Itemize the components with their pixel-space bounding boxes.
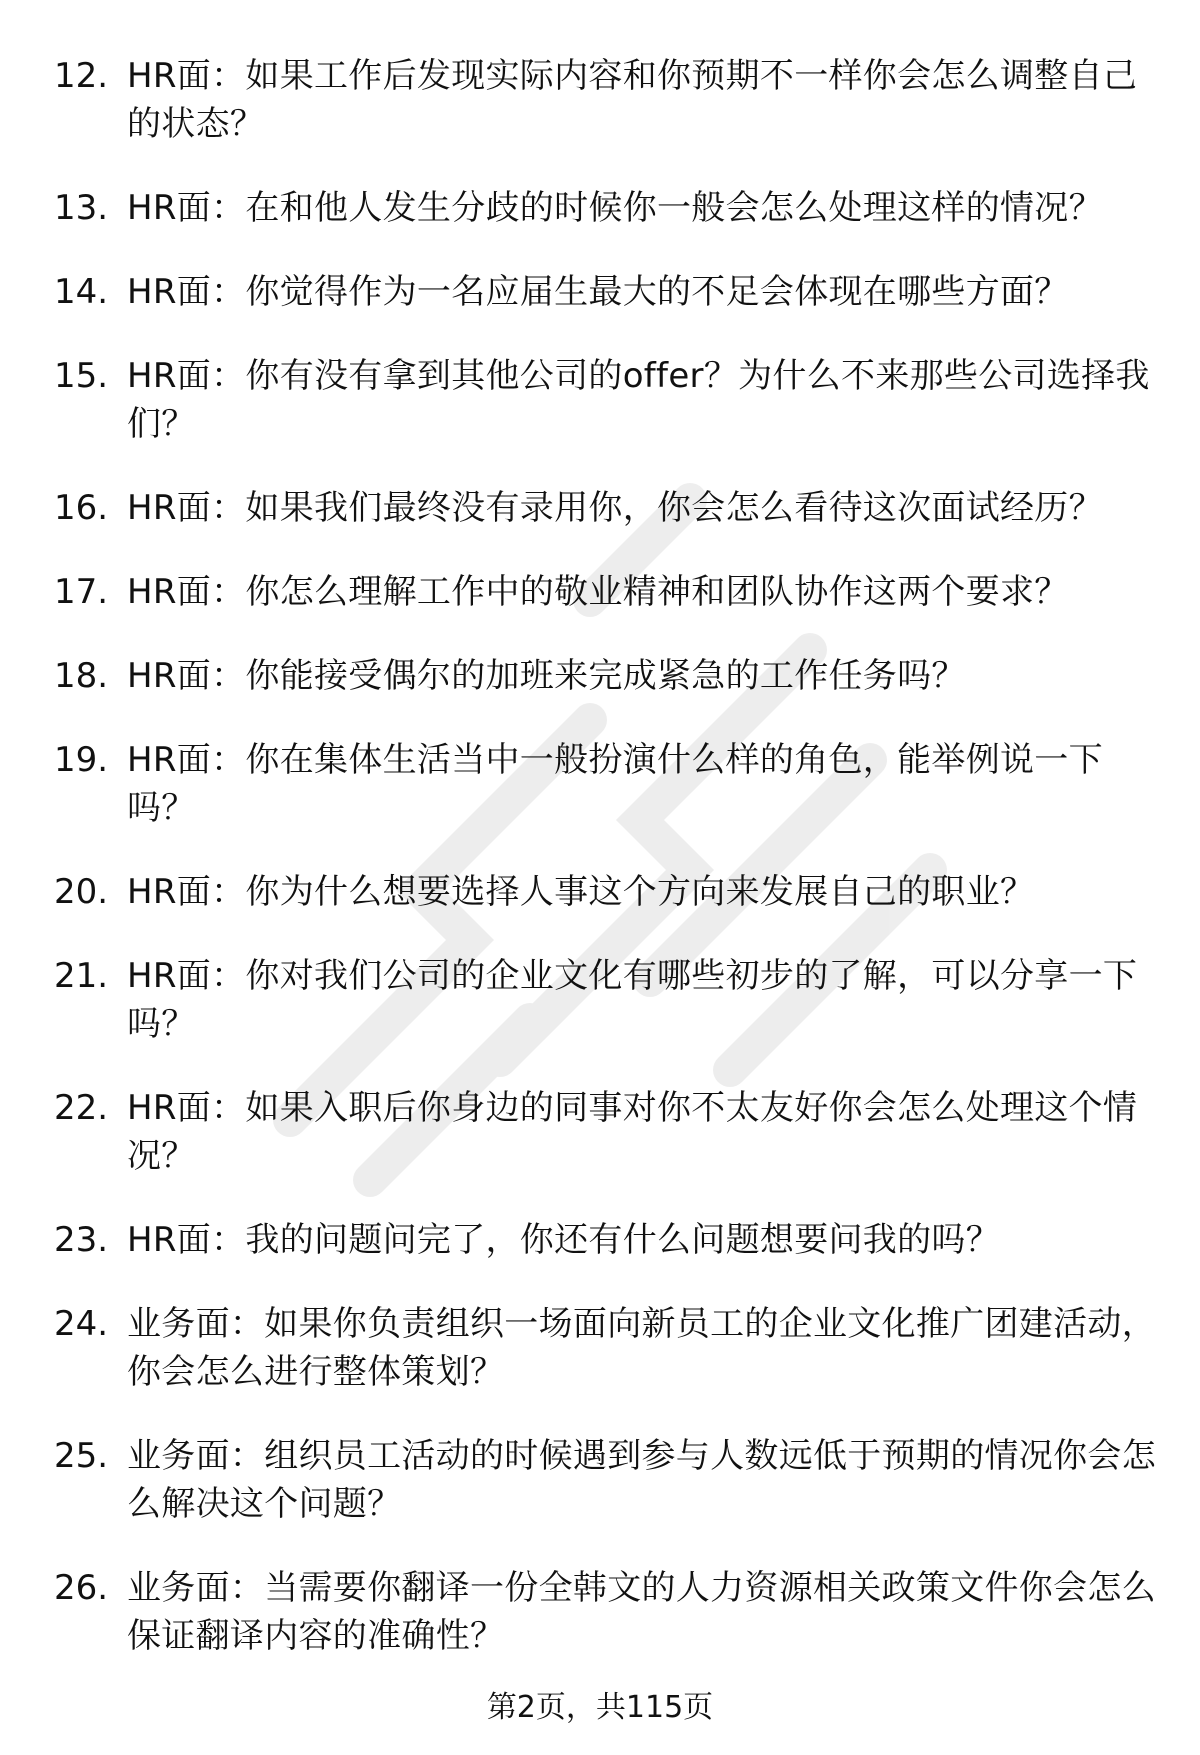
question-item	[0, 652, 1200, 700]
question-item	[0, 484, 1200, 532]
question-number: 14.	[54, 272, 109, 312]
question-number: 17.	[54, 572, 109, 612]
question-item	[0, 1084, 1200, 1180]
page-footer: 第2页，共115页	[486, 1690, 714, 1725]
question-number: 23.	[54, 1220, 109, 1260]
question-item	[0, 184, 1200, 232]
question-text: HR面：你对我们公司的企业文化有哪些初步的了解，可以分享一下吗？	[127, 956, 1138, 1044]
question-item	[0, 952, 1200, 1048]
question-item	[0, 568, 1200, 616]
question-number: 22.	[54, 1088, 109, 1128]
question-text: HR面：你能接受偶尔的加班来完成紧急的工作任务吗？	[127, 656, 966, 696]
question-text: HR面：你怎么理解工作中的敬业精神和团队协作这两个要求？	[127, 572, 1069, 612]
question-item	[0, 268, 1200, 316]
question-text: 业务面：当需要你翻译一份全韩文的人力资源相关政策文件你会怎么保证翻译内容的准确性？	[127, 1568, 1156, 1656]
question-number: 24.	[54, 1304, 109, 1344]
question-number: 12.	[54, 56, 109, 96]
question-number: 20.	[54, 872, 109, 912]
question-item	[0, 1564, 1200, 1660]
question-item	[0, 352, 1200, 448]
question-number: 13.	[54, 188, 109, 228]
question-text: HR面：你为什么想要选择人事这个方向来发展自己的职业？	[127, 872, 1035, 912]
question-item	[0, 1300, 1200, 1396]
question-text: HR面：如果我们最终没有录用你，你会怎么看待这次面试经历？	[127, 488, 1103, 528]
question-text: HR面：在和他人发生分歧的时候你一般会怎么处理这样的情况？	[127, 188, 1103, 228]
question-text: HR面：你在集体生活当中一般扮演什么样的角色，能举例说一下吗？	[127, 740, 1103, 828]
question-list	[0, 52, 1200, 1696]
question-number: 25.	[54, 1436, 109, 1476]
question-item	[0, 1216, 1200, 1264]
question-number: 26.	[54, 1568, 109, 1608]
question-number: 19.	[54, 740, 109, 780]
question-number: 18.	[54, 656, 109, 696]
question-number: 21.	[54, 956, 109, 996]
question-text: HR面：你觉得作为一名应届生最大的不足会体现在哪些方面？	[127, 272, 1069, 312]
question-item	[0, 1432, 1200, 1528]
question-item	[0, 736, 1200, 832]
question-text: HR面：如果工作后发现实际内容和你预期不一样你会怎么调整自己的状态？	[127, 56, 1138, 144]
question-number: 16.	[54, 488, 109, 528]
question-text: HR面：我的问题问完了，你还有什么问题想要问我的吗？	[127, 1220, 1000, 1260]
question-text: HR面：如果入职后你身边的同事对你不太友好你会怎么处理这个情况？	[127, 1088, 1138, 1176]
question-number: 15.	[54, 356, 109, 396]
question-text: 业务面：组织员工活动的时候遇到参与人数远低于预期的情况你会怎么解决这个问题？	[127, 1436, 1156, 1524]
question-item	[0, 52, 1200, 148]
question-text: 业务面：如果你负责组织一场面向新员工的企业文化推广团建活动，你会怎么进行整体策划？	[127, 1304, 1156, 1392]
question-item	[0, 868, 1200, 916]
question-text: HR面：你有没有拿到其他公司的offer？为什么不来那些公司选择我们？	[127, 356, 1150, 444]
